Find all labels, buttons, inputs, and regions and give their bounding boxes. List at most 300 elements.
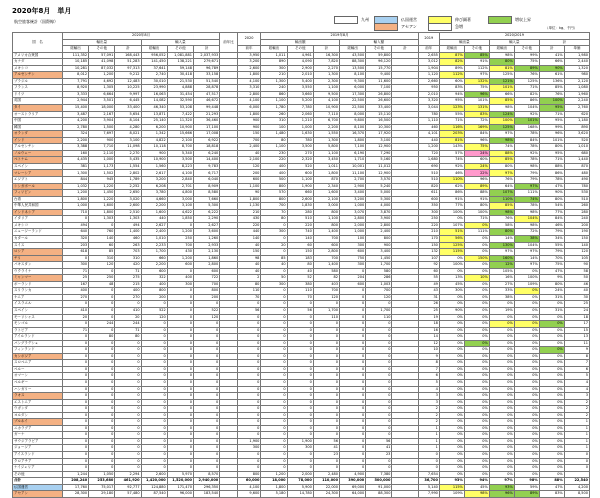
table-cell: 1: [418, 445, 439, 452]
table-cell: 430: [167, 249, 193, 256]
legend-item-orange: [374, 23, 417, 31]
table-cell: 0: [261, 379, 287, 386]
table-cell: 0: [193, 458, 219, 465]
table-cell: 55%: [439, 111, 464, 118]
row-name-cell: 台湾: [13, 196, 63, 203]
table-cell: 1,630: [287, 131, 313, 138]
table-cell: 0%: [464, 327, 489, 334]
table-cell: 11: [564, 340, 589, 347]
table-cell: 34%: [539, 235, 564, 242]
table-cell: 2,800: [340, 216, 366, 223]
table-cell: 43: [418, 288, 439, 295]
table-cell: 76%: [489, 216, 514, 223]
table-cell: 97%: [489, 170, 514, 177]
table-cell: 9: [418, 353, 439, 360]
table-cell: 600: [237, 177, 261, 184]
table-cell: 3,660: [287, 91, 313, 98]
table-cell: 75%: [514, 59, 539, 66]
table-cell: 2,400: [141, 229, 167, 236]
table-cell: 107%: [489, 190, 514, 197]
table-cell: 79%: [514, 170, 539, 177]
table-cell: 2,440: [564, 59, 589, 66]
unit-label: （単位：kg、千円）: [545, 26, 578, 30]
table-cell: 4,100: [237, 98, 261, 105]
table-cell: 79%: [539, 229, 564, 236]
table-cell: 0: [193, 334, 219, 341]
table-cell: 1,900: [287, 438, 313, 445]
table-cell: 0: [366, 406, 392, 413]
table-cell: 87%: [439, 52, 464, 59]
table-cell: 97%: [514, 183, 539, 190]
table-cell: 244: [89, 321, 115, 328]
table-cell: 62%: [439, 183, 464, 190]
table-cell: 0: [340, 438, 366, 445]
table-cell: 1,210: [287, 118, 313, 125]
table-cell: 640: [62, 229, 88, 236]
table-cell: 2: [418, 412, 439, 419]
table-cell: 121%: [489, 78, 514, 85]
table-cell: 4,800: [167, 190, 193, 197]
table-cell: 1,244: [62, 471, 88, 478]
table-cell: 0: [62, 458, 88, 465]
table-cell: 4,692: [89, 78, 115, 85]
table-cell: 57%: [439, 150, 464, 157]
table-cell: 0%: [464, 438, 489, 445]
rank-header: 前年比: [220, 33, 237, 53]
table-cell: 0: [115, 301, 141, 308]
group-2020-header: 2020年8月: [62, 33, 219, 40]
table-cell: 10,900: [141, 157, 167, 164]
row-name-cell: ベルギー: [13, 379, 63, 386]
table-cell: 0: [287, 458, 313, 465]
table-cell: 90%: [539, 65, 564, 72]
table-cell: 47%: [539, 268, 564, 275]
table-cell: 60,000: [237, 478, 261, 485]
table-cell: 780: [418, 111, 439, 118]
table-cell: 1,100: [237, 183, 261, 190]
table-cell: 90: [564, 262, 589, 269]
table-cell: 0%: [439, 334, 464, 341]
row-name-cell: フィンランド: [13, 347, 63, 354]
table-cell: 0: [366, 386, 392, 393]
table-cell: 0%: [539, 327, 564, 334]
table-cell: 800: [261, 196, 287, 203]
row-name-cell: 中国: [13, 118, 63, 125]
table-cell: 0: [89, 373, 115, 380]
table-cell: 0%: [514, 366, 539, 373]
table-cell: 100%: [514, 275, 539, 282]
table-cell: 83%: [439, 85, 464, 92]
table-cell: 0: [193, 340, 219, 347]
table-cell: 168,443: [115, 52, 141, 59]
table-cell: 945: [89, 177, 115, 184]
table-cell: 0: [89, 366, 115, 373]
table-cell: 900: [237, 118, 261, 125]
table-cell: 1,800: [237, 196, 261, 203]
table-cell: 97%: [464, 72, 489, 79]
table-cell: 0: [89, 386, 115, 393]
table-cell: 500,000: [366, 478, 392, 485]
table-cell: 200: [564, 222, 589, 229]
table-cell: 0%: [464, 471, 489, 478]
row-name-cell: スペイン: [13, 163, 63, 170]
table-cell: 300: [237, 445, 261, 452]
table-cell: 0: [115, 452, 141, 459]
row-name-cell: ロシア: [13, 249, 63, 256]
table-cell: 0: [237, 386, 261, 393]
table-cell: 101%: [514, 118, 539, 125]
table-cell: 270: [287, 150, 313, 157]
table-cell: 0%: [514, 268, 539, 275]
table-cell: 0: [340, 340, 366, 347]
table-cell: 50: [261, 275, 287, 282]
row-name-cell: ケニア: [13, 294, 63, 301]
table-cell: 0: [261, 386, 287, 393]
table-cell: 80%: [489, 59, 514, 66]
table-cell: 4,100: [237, 78, 261, 85]
table-cell: 2,780: [62, 124, 88, 131]
group-ratio-header: 2020/2019: [439, 33, 589, 40]
table-cell: 0%: [439, 294, 464, 301]
table-cell: 96,120: [366, 59, 392, 66]
table-cell: 1,120: [418, 72, 439, 79]
table-cell: 120: [237, 163, 261, 170]
table-cell: 310: [261, 118, 287, 125]
table-cell: 0%: [539, 321, 564, 328]
table-cell: 3,200: [141, 177, 167, 184]
table-cell: 1,180: [564, 118, 589, 125]
table-cell: 0%: [489, 386, 514, 393]
table-cell: [392, 491, 418, 498]
table-cell: 101%: [464, 98, 489, 105]
table-cell: 3,020: [115, 196, 141, 203]
row-name-cell: アルゼンチン: [13, 72, 63, 79]
table-cell: 0: [366, 432, 392, 439]
table-cell: 0%: [539, 379, 564, 386]
table-cell: 240: [564, 216, 589, 223]
table-cell: 5: [418, 379, 439, 386]
table-cell: 0: [89, 438, 115, 445]
table-cell: 1,830: [287, 203, 313, 210]
table-cell: 28,300: [62, 491, 88, 498]
table-cell: 64,000: [340, 491, 366, 498]
table-cell: 0%: [464, 347, 489, 354]
table-cell: 270: [62, 294, 88, 301]
table-cell: 0%: [439, 393, 464, 400]
table-cell: 0: [167, 268, 193, 275]
table-cell: 0%: [439, 471, 464, 478]
table-cell: 0: [418, 452, 439, 459]
table-cell: 4,100: [313, 98, 339, 105]
table-cell: 104%: [514, 105, 539, 112]
table-cell: 253,680: [89, 478, 115, 485]
table-cell: 0%: [439, 452, 464, 459]
table-cell: 0: [193, 438, 219, 445]
table-cell: 0: [141, 360, 167, 367]
table-cell: 0: [237, 340, 261, 347]
table-cell: 0: [167, 366, 193, 373]
table-cell: 9,600: [237, 491, 261, 498]
table-cell: 80: [261, 216, 287, 223]
table-cell: 100%: [539, 98, 564, 105]
table-cell: 0: [167, 307, 193, 314]
table-cell: 6,200: [141, 124, 167, 131]
table-cell: 0: [313, 373, 339, 380]
table-cell: 2,252: [115, 183, 141, 190]
table-cell: 2,900: [287, 65, 313, 72]
table-cell: 0: [167, 314, 193, 321]
table-cell: 3,600: [193, 229, 219, 236]
table-cell: 286: [366, 275, 392, 282]
table-cell: 0: [366, 379, 392, 386]
table-cell: 0: [62, 255, 88, 262]
table-cell: 0: [418, 458, 439, 465]
table-cell: 0: [167, 465, 193, 472]
table-cell: 2,010: [418, 91, 439, 98]
table-cell: 0: [167, 425, 193, 432]
table-cell: 125%: [489, 72, 514, 79]
table-cell: 96,000: [167, 491, 193, 498]
table-cell: 0: [141, 353, 167, 360]
table-cell: 0%: [514, 406, 539, 413]
table-cell: 79%: [539, 249, 564, 256]
table-cell: 1,700: [366, 307, 392, 314]
table-cell: 56: [313, 438, 339, 445]
table-cell: 58: [564, 268, 589, 275]
table-cell: 870: [564, 163, 589, 170]
table-cell: 1,800: [237, 72, 261, 79]
table-cell: 78,000: [287, 478, 313, 485]
table-cell: 8,100: [340, 124, 366, 131]
table-cell: 31: [418, 294, 439, 301]
row-name-cell: チリ: [13, 255, 63, 262]
table-cell: 250: [418, 216, 439, 223]
table-cell: 440: [418, 137, 439, 144]
table-cell: 2,740: [141, 72, 167, 79]
table-cell: 3,550: [287, 85, 313, 92]
table-cell: 0: [340, 353, 366, 360]
table-cell: 300: [340, 242, 366, 249]
table-cell: 0: [115, 366, 141, 373]
table-cell: 22,000: [313, 484, 339, 491]
table-cell: 110%: [489, 196, 514, 203]
table-cell: 0: [564, 458, 589, 465]
table-cell: 0: [237, 465, 261, 472]
table-cell: 66%: [539, 59, 564, 66]
table-cell: 0: [141, 321, 167, 328]
table-cell: 116%: [439, 124, 464, 131]
table-cell: 279,671: [193, 59, 219, 66]
table-cell: 6,000: [237, 105, 261, 112]
table-cell: 96%: [464, 177, 489, 184]
table-cell: 440: [141, 216, 167, 223]
row-name-cell: カンボジア: [13, 353, 63, 360]
table-cell: 26,800: [366, 91, 392, 98]
table-cell: 9,783: [193, 163, 219, 170]
page-title: 2020年8月 単月: [12, 7, 72, 15]
table-cell: 0%: [514, 301, 539, 308]
table-cell: 160: [62, 150, 88, 157]
table-cell: 3,400: [366, 249, 392, 256]
table-cell: 55%: [539, 242, 564, 249]
table-cell: 510: [287, 216, 313, 223]
subheader: その他: [464, 46, 489, 53]
ratio-sum-header: 計: [539, 39, 589, 46]
table-cell: 4,622: [167, 209, 193, 216]
table-cell: 0%: [489, 347, 514, 354]
table-cell: 14,780: [287, 491, 313, 498]
table-cell: 0: [89, 419, 115, 426]
table-cell: 0: [167, 288, 193, 295]
table-cell: 800: [313, 209, 339, 216]
table-cell: 0: [141, 393, 167, 400]
table-cell: 28,878: [193, 85, 219, 92]
table-cell: 20: [62, 314, 88, 321]
table-cell: 0: [237, 399, 261, 406]
table-cell: 13,500: [340, 65, 366, 72]
table-cell: 0%: [514, 412, 539, 419]
table-cell: 0%: [439, 379, 464, 386]
table-cell: 250: [89, 275, 115, 282]
table-cell: 0: [313, 393, 339, 400]
table-cell: 17,100: [193, 124, 219, 131]
table-cell: 0: [261, 458, 287, 465]
table-cell: 260: [564, 203, 589, 210]
table-cell: 900: [237, 124, 261, 131]
table-cell: 8,570: [193, 471, 219, 478]
table-cell: 111,352: [62, 52, 88, 59]
table-cell: 2,100: [167, 137, 193, 144]
table-cell: 0: [193, 301, 219, 308]
table-cell: 74%: [439, 157, 464, 164]
table-cell: 33,400: [366, 105, 392, 112]
table-cell: 0: [89, 301, 115, 308]
table-cell: 1,502: [89, 170, 115, 177]
table-cell: 14%: [514, 255, 539, 262]
table-cell: 0%: [514, 432, 539, 439]
subheader: その他: [366, 46, 392, 53]
table-cell: 25,140: [141, 118, 167, 125]
table-cell: 17,300: [340, 91, 366, 98]
table-cell: 40: [237, 150, 261, 157]
table-cell: 0: [167, 452, 193, 459]
table-cell: 0: [62, 373, 88, 380]
table-cell: 1,450: [366, 255, 392, 262]
table-cell: 2,240: [564, 98, 589, 105]
table-cell: 0%: [514, 360, 539, 367]
table-cell: 11,600: [366, 78, 392, 85]
table-cell: 90%: [439, 307, 464, 314]
subheader: 総輸出: [62, 46, 88, 53]
table-cell: 38%: [514, 235, 539, 242]
table-cell: 98%: [514, 222, 539, 229]
table-cell: 210: [237, 209, 261, 216]
table-cell: 2,200: [62, 137, 88, 144]
legend-label: 九州: [361, 17, 369, 22]
table-cell: 18: [564, 314, 589, 321]
table-cell: 3,780: [141, 190, 167, 197]
table-cell: 91%: [464, 59, 489, 66]
table-cell: 120: [564, 249, 589, 256]
table-cell: 40: [237, 262, 261, 269]
table-cell: 0: [62, 360, 88, 367]
table-cell: 3,100: [167, 203, 193, 210]
table-cell: 171,470: [167, 484, 193, 491]
table-cell: 0: [366, 373, 392, 380]
table-cell: 32,590: [167, 98, 193, 105]
table-cell: 280: [287, 209, 313, 216]
table-cell: 0%: [464, 222, 489, 229]
table-cell: 381: [62, 163, 88, 170]
table-cell: 0: [193, 366, 219, 373]
table-cell: 41: [366, 445, 392, 452]
table-cell: 844: [62, 177, 88, 184]
table-cell: 0: [167, 301, 193, 308]
table-cell: 84%: [514, 137, 539, 144]
table-cell: 55: [418, 275, 439, 282]
legend-label: 伸び顕著: [455, 17, 471, 22]
row-name-cell: ペルー: [13, 366, 63, 373]
row-name-cell: フィリピン: [13, 190, 63, 197]
table-cell: 98: [237, 255, 261, 262]
table-cell: 21,530: [167, 78, 193, 85]
table-cell: 46%: [539, 222, 564, 229]
table-cell: 99%: [514, 52, 539, 59]
table-cell: 0: [287, 340, 313, 347]
table-cell: 16: [418, 327, 439, 334]
table-cell: 0%: [439, 255, 464, 262]
table-cell: 16%: [489, 275, 514, 282]
table-cell: 0%: [514, 353, 539, 360]
table-cell: 78%: [514, 131, 539, 138]
row-name-cell: ラトビア: [13, 327, 63, 334]
table-cell: 100%: [439, 209, 464, 216]
row-name-cell: ナイジェリア: [13, 465, 63, 472]
table-cell: 0%: [489, 406, 514, 413]
table-cell: 494: [62, 222, 88, 229]
table-cell: 93%: [489, 484, 514, 491]
subheader: 前年: [418, 46, 439, 53]
table-cell: 0: [89, 465, 115, 472]
table-cell: 0: [89, 314, 115, 321]
table-cell: 400: [261, 170, 287, 177]
table-cell: 2,200: [313, 124, 339, 131]
table-cell: 4,660: [141, 196, 167, 203]
table-cell: 60: [89, 242, 115, 249]
table-cell: 59%: [514, 484, 539, 491]
table-cell: 0: [287, 393, 313, 400]
table-cell: 0: [261, 452, 287, 459]
table-cell: 60: [287, 242, 313, 249]
table-cell: 500: [261, 177, 287, 184]
legend-item-white: [428, 23, 463, 31]
table-cell: 0: [366, 327, 392, 334]
table-cell: 7,100: [366, 85, 392, 92]
table-cell: 80: [115, 334, 141, 341]
table-cell: 1,200: [62, 190, 88, 197]
table-cell: 1,900: [287, 183, 313, 190]
table-cell: 82%: [514, 91, 539, 98]
table-cell: 4,961: [287, 52, 313, 59]
table-cell: 0: [287, 432, 313, 439]
table-cell: 0: [167, 373, 193, 380]
table-cell: 78%: [514, 203, 539, 210]
table-cell: 0: [313, 432, 339, 439]
table-cell: 16,500: [366, 118, 392, 125]
table-cell: 45%: [464, 484, 489, 491]
table-cell: 58%: [489, 222, 514, 229]
table-cell: 4,900: [340, 471, 366, 478]
